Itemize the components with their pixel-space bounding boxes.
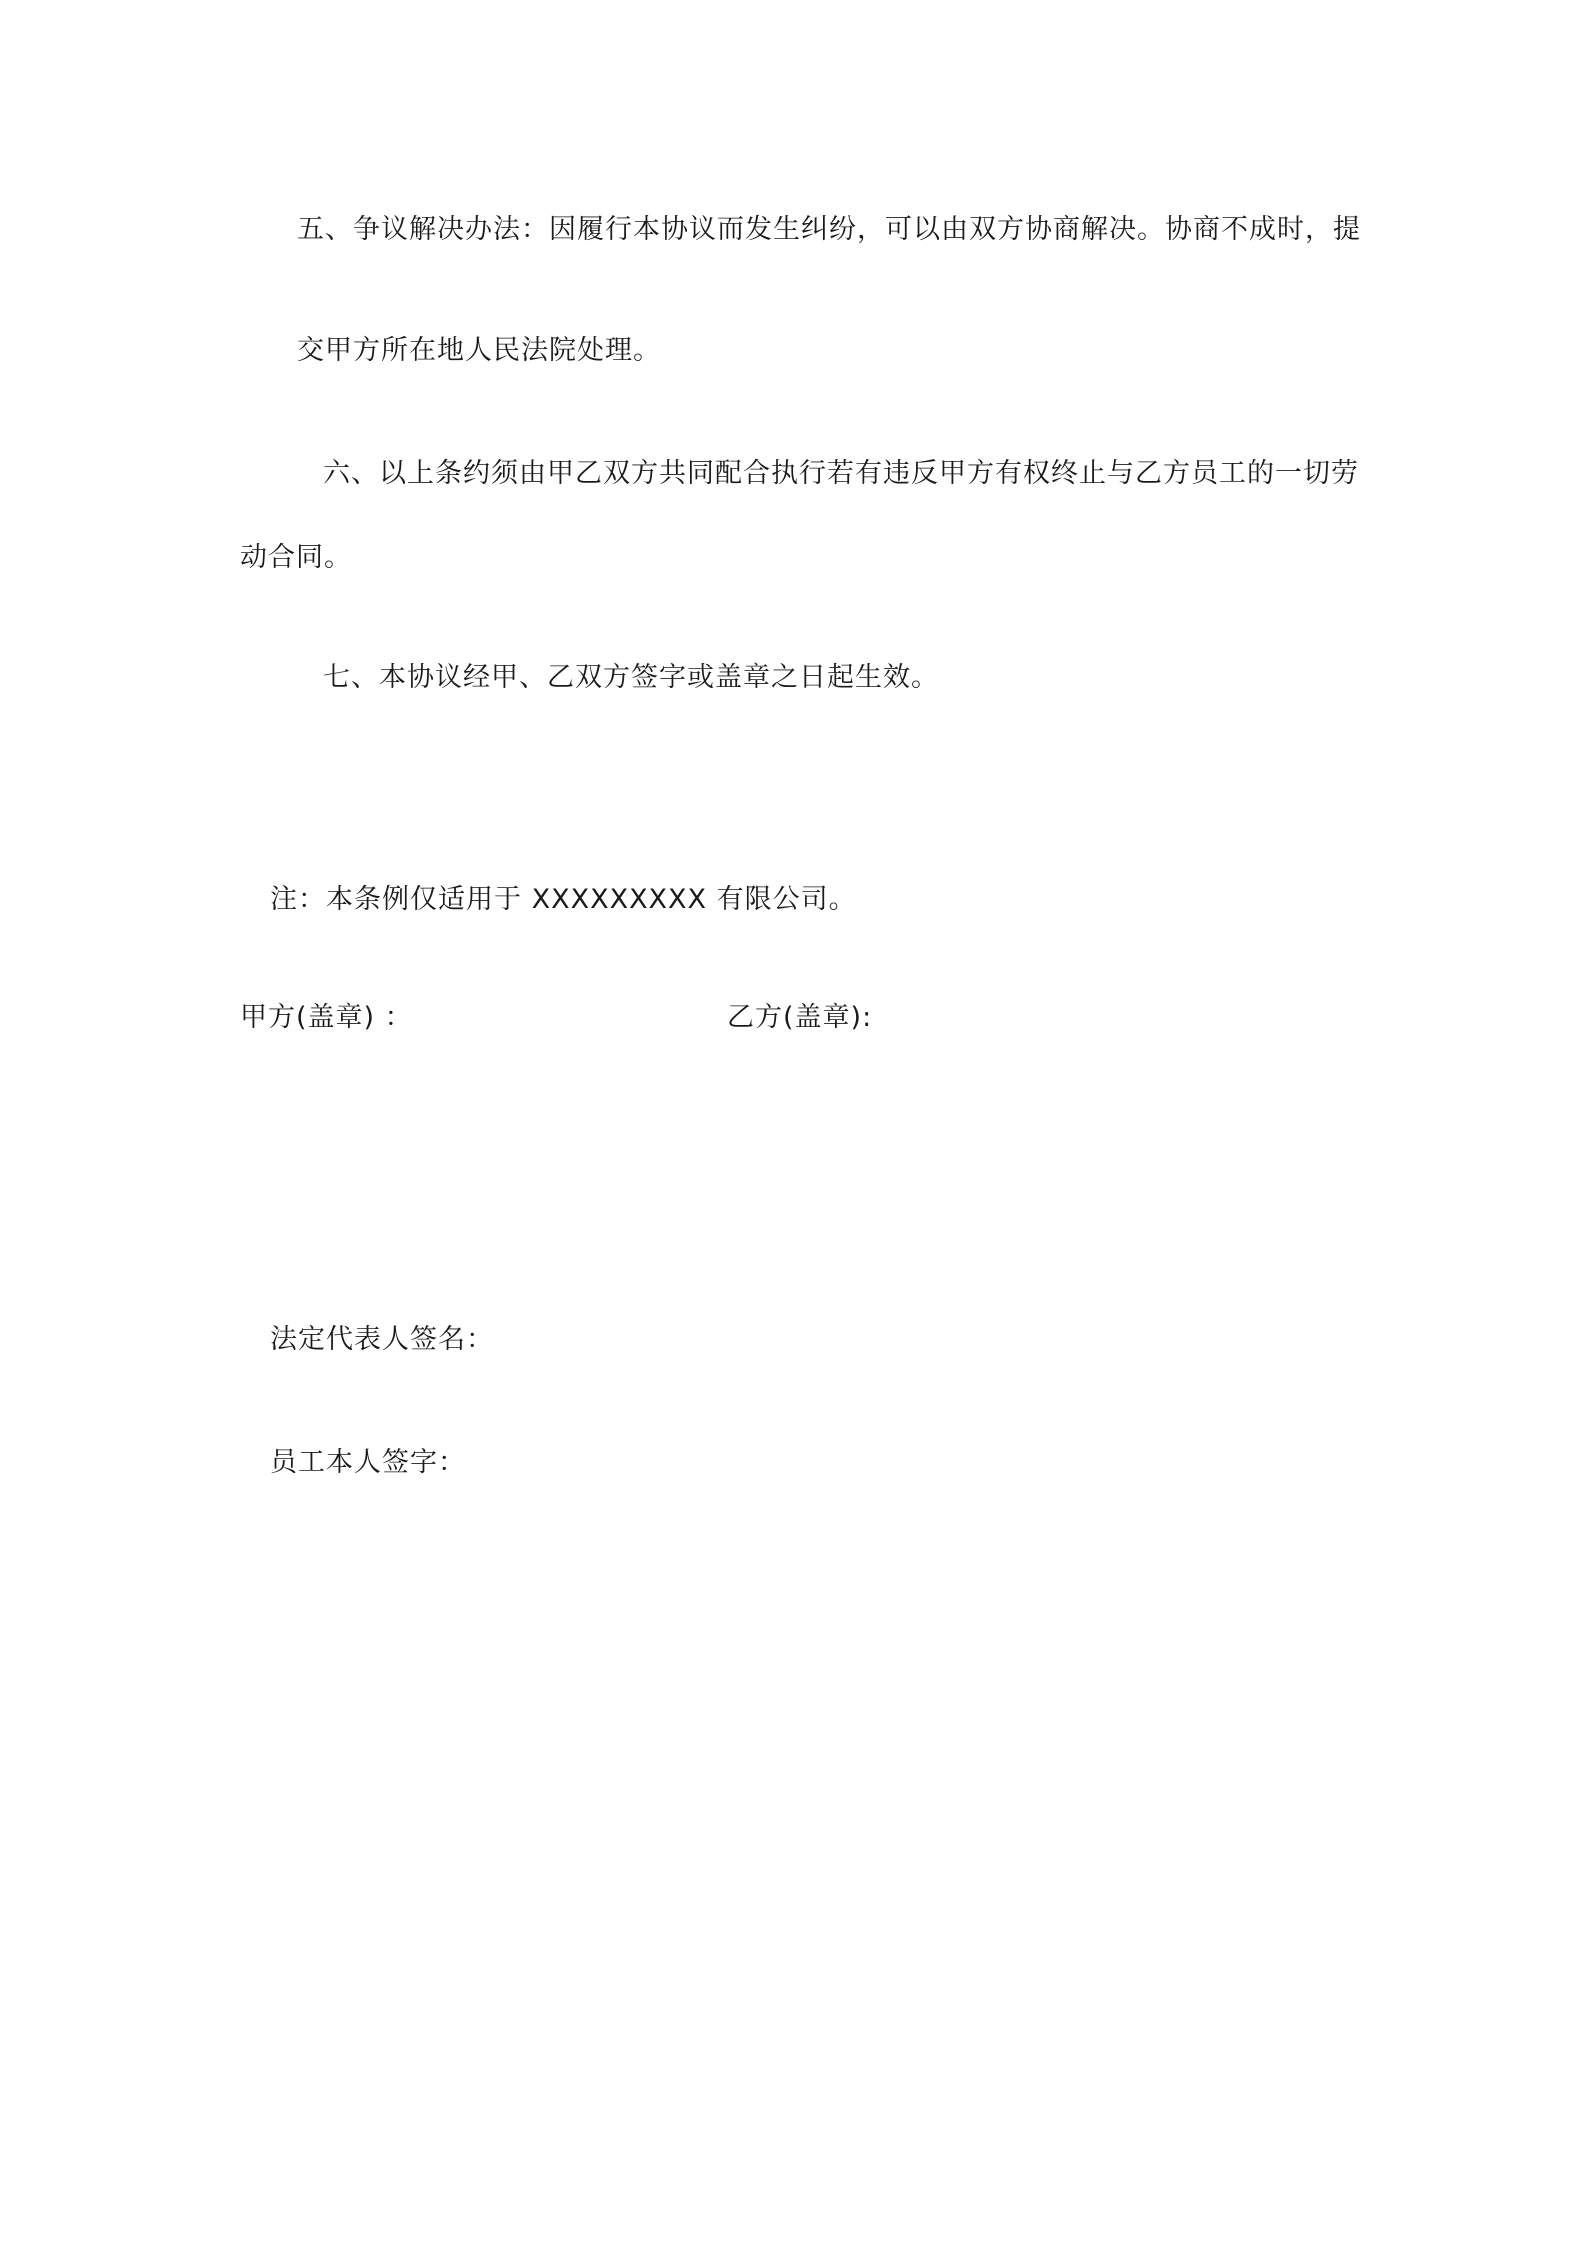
clause-6-line-2: 动合同。 — [240, 542, 352, 573]
employee-signature-label: 员工本人签字： — [270, 1447, 466, 1478]
applicability-note: 注：本条例仅适用于 XXXXXXXXX 有限公司。 — [270, 884, 857, 915]
clause-6-line-1: 六、以上条约须由甲乙双方共同配合执行若有违反甲方有权终止与乙方员工的一切劳 — [323, 458, 1359, 489]
clause-5-line-1: 五、争议解决办法：因履行本协议而发生纠纷，可以由双方协商解决。协商不成时，提 — [297, 214, 1361, 245]
clause-7-line-1: 七、本协议经甲、乙双方签字或盖章之日起生效。 — [323, 662, 939, 693]
party-b-seal-label: 乙方(盖章): — [727, 1002, 873, 1033]
party-a-seal-label: 甲方(盖章) ： — [240, 1002, 413, 1033]
legal-representative-signature-label: 法定代表人签名： — [270, 1324, 494, 1355]
clause-5-line-2: 交甲方所在地人民法院处理。 — [297, 335, 661, 366]
